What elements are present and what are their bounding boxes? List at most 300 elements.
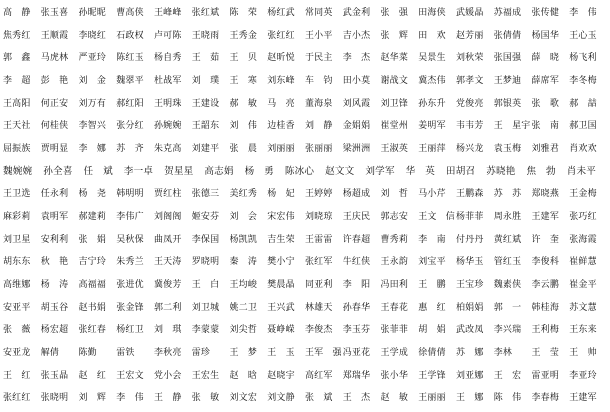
name-cell: 苏文慧 [569,302,597,313]
name-row [3,342,607,365]
name-cell: 薛席军 [531,75,560,86]
name-cell: 胡玉谷 [40,302,69,313]
name-cell: 李 超 [3,75,31,86]
name-cell: 李晓红 [78,30,107,41]
name-cell: 王宏文 [116,370,144,381]
name-cell: 张 娟 [78,234,107,245]
name-cell: 王宏生 [191,370,220,381]
name-cell: 华 英 [405,165,435,177]
name-cell: 王均峻 [229,279,258,290]
name-cell: 王 杰 [342,393,371,404]
name-cell: 王 寒 [229,75,258,86]
name-cell: 王淑英 [380,143,409,154]
name-cell: 张红红 [267,30,295,41]
name-cell: 刘 辉 [78,393,107,404]
name-cell: 彭 艳 [40,75,69,86]
name-cell: 任 斌 [83,165,113,177]
name-cell: 贺星星 [164,165,194,177]
name-cell: 王 莹 [531,347,560,358]
name-cell: 肖未平 [566,165,597,177]
name-cell: 苏福成 [493,8,522,18]
name-cell: 常同英 [305,8,333,18]
name-cell: 李 南 [418,234,446,245]
name-cell: 谢战文 [380,75,409,86]
name-cell: 胡东东 [3,257,31,268]
name-cell: 曹高侠 [116,8,144,18]
name-cell: 郭 一 [493,302,522,313]
name-cell: 胡 娟 [418,325,446,336]
name-cell: 王 红 [3,370,31,381]
name-cell: 李保国 [191,234,220,245]
name-cell: 边桂香 [267,121,295,132]
name-cell: 王天社 [3,121,31,132]
name-cell: 高 静 [3,8,31,18]
name-cell: 高维娜 [3,279,31,290]
name-cell: 李亚玲 [569,370,597,381]
name-cell: 焦秀红 [3,30,31,41]
name-cell: 宋宏伟 [267,211,295,222]
name-cell: 雷铁 [116,347,135,358]
name-cell: 赵 红 [78,370,107,381]
name-cell: 冀俊芳 [154,279,182,290]
name-cell: 杨凯凯 [229,234,258,245]
name-cell: 王明珠 [154,98,182,109]
name-cell: 屈振族 [3,143,31,154]
name-cell: 郭志安 [380,211,409,222]
name-cell: 张分红 [116,121,144,132]
name-cell: 郑晓燕 [531,189,560,200]
name-cell: 麻彩莉 [3,211,31,222]
name-row [3,365,607,388]
name-cell: 王丽丽 [418,393,446,404]
name-cell: 杨红卫 [116,325,144,336]
name-cell: 张 南 [531,121,560,132]
name-cell: 张 歌 [531,98,560,109]
name-row [3,183,607,206]
name-cell: 刘 琪 [154,325,182,336]
name-cell: 孙东升 [418,98,446,109]
name-cell: 李春梅 [531,393,560,404]
name-cell: 李 娜 [78,143,107,154]
name-cell: 赵晓宇 [267,370,295,381]
name-cell: 张 薇 [3,325,31,336]
name-cell: 曹秀莉 [380,234,409,245]
name-cell: 张小华 [380,370,409,381]
name-cell: 王金梅 [569,189,597,200]
name-cell: 杨飞利 [569,53,597,64]
name-cell: 李秋亮 [154,347,182,358]
name-cell: 刘宝平 [418,257,446,268]
name-cell: 孙昵昵 [78,8,107,18]
name-cell: 郝 敏 [229,98,258,109]
name-cell: 何桂侠 [40,121,69,132]
name-cell: 管红玉 [493,257,522,268]
name-cell: 王卫选 [3,189,31,200]
name-cell: 刘尖哲 [229,325,258,336]
name-cell: 李伟广 [116,211,144,222]
name-cell: 杨 勇 [244,165,274,177]
name-cell: 樊晨晶 [267,279,295,290]
name-cell: 党小会 [154,370,182,381]
name-cell: 张倩倩 [493,30,522,41]
name-cell: 张 斌 [305,393,333,404]
name-cell: 赵 敏 [380,393,409,404]
name-cell: 薛 晓 [531,53,560,64]
name-row [3,274,607,297]
name-cell: 崔堂州 [380,121,409,132]
name-cell: 秋 艳 [40,257,69,268]
name-cell: 王学锋 [418,370,446,381]
name-cell: 武金利 [342,8,371,18]
name-cell: 张红红 [3,393,31,404]
name-cell: 冀杰伟 [418,75,446,86]
name-cell: 魏翠平 [116,75,144,86]
name-cell: 陈红玉 [116,53,144,64]
name-cell: 王韶东 [191,121,220,132]
name-cell: 王兴武 [267,302,295,313]
name-cell: 雷珍 [191,347,211,358]
name-cell: 罗晓明 [191,257,220,268]
name-cell: 李兴瑞 [493,325,522,336]
name-cell: 贾红柱 [154,189,182,200]
name-cell: 赵文文 [325,165,355,177]
name-cell: 马小芹 [418,189,446,200]
name-cell: 王 鹏 [418,279,446,290]
name-cell: 张 强 [380,8,409,18]
name-cell: 刘阁阁 [154,211,182,222]
name-cell: 张传健 [531,8,560,18]
name-cell: 杨 尧 [78,189,107,200]
name-cell: 武改凤 [456,325,484,336]
name-cell: 李玉芬 [342,325,371,336]
name-cell: 刘学军 [365,165,395,177]
name-cell: 刘 金 [78,75,107,86]
name-cell: 焦 勃 [526,165,556,177]
name-cell: 姚二卫 [229,302,258,313]
name-cell: 赵书娟 [78,302,107,313]
name-row [3,251,607,274]
name-cell: 王心玉 [569,30,597,41]
name-cell: 牛红侠 [342,257,371,268]
name-cell: 王丽萍 [418,143,446,154]
name-cell: 李一卓 [123,165,154,177]
name-cell: 许 奎 [531,234,560,245]
name-cell: 孙全喜 [43,165,73,177]
name-cell: 张玉晶 [40,370,69,381]
name-cell: 王庆民 [342,211,371,222]
name-cell: 郝 喆 [569,98,597,109]
name-cell: 刘文宏 [229,393,258,404]
name-cell: 刘卫城 [191,302,220,313]
name-cell: 李林 [493,347,513,358]
name-cell: 冯亚花 [342,347,371,358]
name-cell: 张晓明 [40,393,69,404]
name-cell: 苏 娜 [456,347,484,358]
name-cell: 王宝珍 [456,279,484,290]
name-cell: 刘文静 [267,393,295,404]
name-cell: 袁明军 [40,211,69,222]
name-cell: 王婷婷 [305,189,333,200]
name-cell: 杨 涛 [40,279,69,290]
name-cell: 杨自秀 [154,53,182,64]
name-cell: 郭二利 [154,302,182,313]
name-cell: 安亚龙 [3,347,31,358]
name-cell: 马虎林 [40,53,69,64]
name-cell: 王鹏森 [456,189,484,200]
name-cell: 刘秋荣 [456,53,484,64]
name-cell: 孙春华 [342,302,371,313]
name-cell: 陈 伟 [493,393,522,404]
name-cell: 郝卫国 [569,121,597,132]
name-cell: 王小平 [305,30,333,41]
name-cell: 李俊科 [531,257,560,268]
name-cell: 吉宁玲 [78,257,107,268]
name-cell: 王文 信 [418,211,455,222]
name-cell: 朱秀兰 [116,257,144,268]
name-cell: 张红军 [305,257,333,268]
name-row [3,138,607,161]
name-cell: 郭 鑫 [3,53,31,64]
name-cell: 武媛晶 [456,8,484,18]
name-cell: 李俊杰 [305,325,333,336]
name-cell: 刘 璞 [191,75,220,86]
name-row [3,161,607,184]
name-row [3,229,607,252]
name-cell: 樊小宁 [267,257,295,268]
name-cell: 刘 静 [305,121,333,132]
name-cell: 王天涛 [154,257,182,268]
name-cell: 高福福 [78,279,107,290]
name-row [3,206,607,229]
name-cell: 王 梦 [229,347,258,358]
name-cell: 王 白 [191,279,220,290]
name-cell: 孙婉婉 [154,121,182,132]
name-cell: 袁玉梅 [493,143,522,154]
name-cell: 张红春 [78,325,107,336]
name-cell: 苏 齐 [116,143,144,154]
name-cell: 刘亚娜 [456,370,484,381]
name-cell: 付丹丹 [456,234,484,245]
name-cell: 黄红斌 [493,234,522,245]
name-cell: 王秀金 [229,30,258,41]
name-cell: 张海霞 [569,234,597,245]
name-row [3,387,607,410]
name-cell: 刘建平 [191,143,220,154]
name-cell: 崔金平 [569,279,597,290]
name-cell: 李 杰 [342,53,371,64]
name-cell: 姬安芬 [191,211,220,222]
name-row [3,2,607,25]
name-cell: 田 欢 [418,30,446,41]
name-cell: 刘卫锋 [380,98,409,109]
name-cell: 张进优 [116,279,144,290]
name-cell: 王峰峰 [154,8,182,18]
name-cell: 党俊亮 [456,98,484,109]
name-cell: 王 茹 [191,53,220,64]
name-cell: 张金锋 [116,302,144,313]
name-cell: 苏 苏 [493,189,522,200]
name-cell: 王顺霞 [40,30,69,41]
name-cell: 杨宏超 [40,325,69,336]
name-cell: 李云鹏 [531,279,560,290]
name-cell: 吉生荣 [267,234,295,245]
name-cell: 美红秀 [229,189,258,200]
name-cell: 徐倩倩 [418,347,446,358]
name-row [3,297,607,320]
name-cell: 赵昕悦 [267,53,295,64]
name-cell: 郝建莉 [78,211,107,222]
name-cell: 高志娟 [204,165,234,177]
name-cell: 郝红阳 [116,98,144,109]
name-cell: 王学成 [380,347,409,358]
name-cell: 魏素侠 [493,279,522,290]
name-cell: 卢可陈 [154,30,182,41]
name-cell: 王军 强 [305,347,342,358]
name-cell: 同亚利 [305,279,333,290]
name-cell: 林雄天 [305,302,333,313]
name-cell: 杜战军 [154,75,182,86]
name-cell: 张菲菲 [380,325,409,336]
name-cell: 金娟娟 [342,121,371,132]
name-cell: 杨兴龙 [456,143,484,154]
name-cell: 杨国华 [531,30,560,41]
name-cell: 吴景生 [418,53,446,64]
name-cell: 陈 荣 [229,8,258,18]
name-cell: 安利利 [40,234,69,245]
name-cell: 韦韦芳 [456,121,484,132]
name-cell: 张 晨 [229,143,258,154]
name-cell: 姜明军 [418,121,446,132]
name-cell: 王建设 [191,98,220,109]
name-cell: 田海侠 [418,8,446,18]
name-cell: 王 娜 [456,393,484,404]
name-row [3,47,607,70]
name-cell: 吴秋保 [116,234,144,245]
name-cell: 刘丽丽 [267,143,295,154]
name-cell: 崔鲜慧 [569,257,597,268]
name-row [3,93,607,116]
name-cell: 任永利 [40,189,69,200]
name-cell: 高红军 [305,370,333,381]
name-cell: 雷亚明 [531,370,560,381]
name-cell: 王高阳 [3,98,31,109]
name-row [3,25,607,48]
name-cell: 刘晓琼 [305,211,333,222]
name-cell: 赵华菜 [380,53,409,64]
name-cell: 王晓雨 [191,30,220,41]
name-cell: 田胡召 [445,165,476,177]
name-cell: 张玉喜 [40,8,69,18]
name-cell: 刘风霞 [342,98,371,109]
name-row [3,319,607,342]
name-cell: 刘 哲 [380,189,409,200]
name-cell: 安亚平 [3,302,31,313]
name-cell: 冯田利 [380,279,409,290]
name-cell: 张 敏 [191,393,220,404]
name-cell: 惠 红 [418,302,446,313]
name-cell: 秦 涛 [229,257,258,268]
name-row [3,115,607,138]
name-cell: 张丽丽 [305,143,333,154]
name-cell: 杨菲菲 [456,211,484,222]
name-cell: 王建军 [531,211,560,222]
name-cell: 许春超 [342,234,371,245]
name-cell: 王梦迪 [493,75,522,86]
name-cell: 王 贝 [229,53,258,64]
name-cell: 朱克高 [154,143,182,154]
name-cell: 杨红武 [267,8,295,18]
name-cell: 赵 晗 [229,370,258,381]
name-cell: 李 伟 [116,393,144,404]
name-cell: 梁洲洲 [342,143,371,154]
name-cell: 聂峥嵘 [267,325,295,336]
name-cell: 王 静 [154,393,182,404]
name-cell: 王 玉 [267,347,295,358]
name-cell: 王 宏 [493,370,522,381]
name-cell: 赵芳丽 [456,30,484,41]
name-cell: 王春花 [380,302,409,313]
name-cell: 李 伟 [569,8,597,18]
name-cell: 马 亮 [267,98,295,109]
name-cell: 张德三 [191,189,220,200]
name-cell: 张 辉 [380,30,409,41]
name-cell: 杨 妃 [267,189,295,200]
name-cell: 陈冰心 [284,165,315,177]
name-cell: 韩明明 [116,189,144,200]
name-cell: 张红斌 [191,8,220,18]
name-cell: 郭银英 [493,98,522,109]
name-cell: 刘卫星 [3,234,31,245]
name-cell: 刘东峰 [267,75,295,86]
name-cell: 张巧红 [569,211,597,222]
name-cell: 陈勤 [78,347,97,358]
name-cell: 杨华玉 [456,257,484,268]
name-cell: 田小莫 [342,75,371,86]
name-cell: 王 帅 [569,347,597,358]
name-cell: 韩桂海 [531,302,560,313]
name-cell: 李蒙蒙 [191,325,220,336]
name-cell: 刘万有 [78,98,107,109]
name-cell: 王利梅 [531,325,560,336]
name-cell: 于民主 [305,53,333,64]
name-cell: 刘 会 [229,211,258,222]
name-cell: 石政权 [116,30,144,41]
name-cell: 解倩 [40,347,60,358]
name-cell: 王永韵 [380,257,409,268]
name-cell: 刘 伟 [229,121,258,132]
name-cell: 董海泉 [305,98,333,109]
name-cell: 贾明显 [40,143,69,154]
name-cell: 王雷雷 [305,234,333,245]
name-cell: 曲凤开 [154,234,182,245]
name-cell: 郑瑞华 [342,370,371,381]
name-cell: 李智兴 [78,121,107,132]
name-cell: 苏晓艳 [486,165,516,177]
name-cell: 周永胜 [493,211,522,222]
name-cell: 张国强 [493,53,522,64]
name-cell: 王东来 [569,325,597,336]
name-cell: 车 钧 [305,75,333,86]
name-cell: 杨超成 [342,189,371,200]
name-cell: 吉小杰 [342,30,371,41]
name-cell: 柏娟娟 [456,302,484,313]
name-cell: 魏婉婉 [3,165,33,177]
name-cell: 王 星宇 [493,121,531,132]
name-cell: 刘雅君 [531,143,560,154]
name-cell: 王建军 [569,393,597,404]
name-cell: 李冬梅 [569,75,597,86]
name-cell: 肖欢欢 [569,143,597,154]
